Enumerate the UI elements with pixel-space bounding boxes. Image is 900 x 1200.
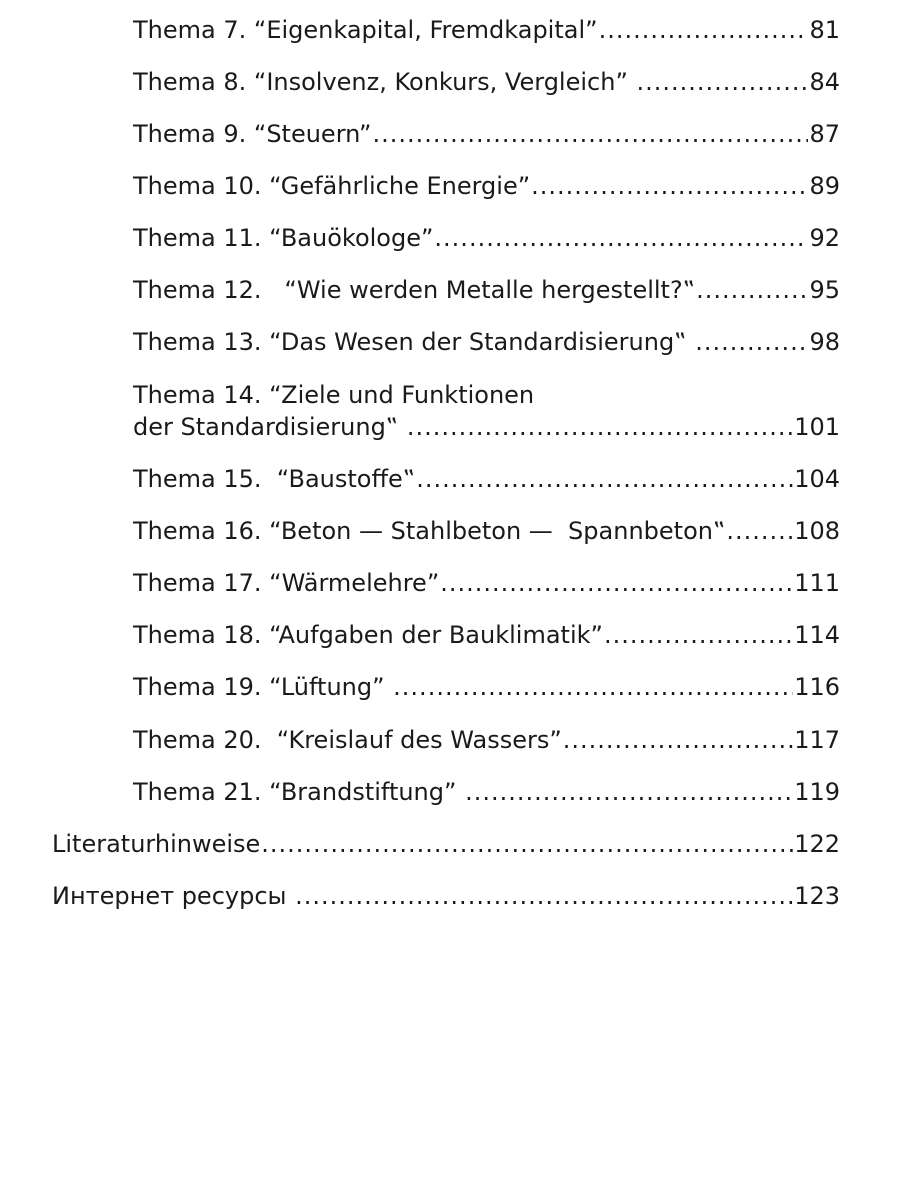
- toc-entry: [133, 776, 840, 808]
- toc-entry: [133, 118, 840, 150]
- toc-entry-page: 108: [794, 517, 840, 545]
- toc-entry-title: Thema 18. “Aufgaben der Bauklimatik”: [133, 621, 603, 649]
- toc-entry-page: 111: [794, 569, 840, 597]
- toc-entry: [133, 222, 840, 254]
- toc-entry: [133, 567, 840, 599]
- toc-entry-page: 116: [794, 673, 840, 701]
- toc-entry-title: Literaturhinweise: [52, 830, 261, 858]
- toc-entry-page: 114: [794, 621, 840, 649]
- toc-entry: [133, 66, 840, 98]
- toc-entry-page: 95: [809, 276, 840, 304]
- toc-entry-page: 92: [809, 224, 840, 252]
- toc-entry-page: 98: [809, 328, 840, 356]
- toc-entry-title: Thema 16. “Beton — Stahlbeton — Spannbeton‟: [133, 517, 726, 545]
- dot-leader: [393, 671, 793, 703]
- dot-leader: [531, 170, 808, 202]
- dot-leader: [563, 724, 793, 756]
- toc-entry: [133, 515, 840, 547]
- toc-entry-page: 84: [809, 68, 840, 96]
- dot-leader: [465, 776, 793, 808]
- toc-entry-title: Thema 17. “Wärmelehre”: [133, 569, 440, 597]
- dot-leader: [696, 274, 808, 306]
- dot-leader: [295, 880, 793, 912]
- toc-entry: [133, 619, 840, 651]
- dot-leader: [726, 515, 793, 547]
- toc-entry-title: Thema 12. “Wie werden Metalle hergestellt?‟: [133, 276, 696, 304]
- toc-entry: [133, 724, 840, 756]
- dot-leader: [695, 326, 808, 358]
- toc-entry-title: Thema 11. “Bauökologe”: [133, 224, 434, 252]
- toc-entry-title: Thema 21. “Brandstiftung”: [133, 778, 465, 806]
- toc-entry-page: 117: [794, 726, 840, 754]
- toc-entry-multiline: [133, 379, 840, 443]
- toc-entry: [133, 326, 840, 358]
- dot-leader: [434, 222, 808, 254]
- toc-entry: [133, 274, 840, 306]
- dot-leader: [440, 567, 793, 599]
- toc-entry-page: 104: [794, 465, 840, 493]
- dot-leader: [599, 14, 809, 46]
- toc-entry: [133, 170, 840, 202]
- toc-entry-title: Thema 20. “Kreislauf des Wassers”: [133, 726, 562, 754]
- dot-leader: [407, 411, 793, 443]
- dot-leader: [372, 118, 808, 150]
- dot-leader: [604, 619, 793, 651]
- toc-entry-title: Thema 15. “Baustoffe‟: [133, 465, 416, 493]
- dot-leader: [637, 66, 809, 98]
- toc-entry-page: 123: [794, 882, 840, 910]
- toc-entry-title: Интернет ресурсы: [52, 882, 295, 910]
- toc-entry-title: Thema 19. “Lüftung”: [133, 673, 393, 701]
- toc-entry-page: 89: [809, 172, 840, 200]
- toc-entry: [133, 671, 840, 703]
- toc-entry-page: 122: [794, 830, 840, 858]
- toc-entry: [52, 828, 840, 860]
- toc-entry-page: 87: [809, 120, 840, 148]
- toc-entry-page: 101: [794, 413, 840, 441]
- toc-entry: [52, 880, 840, 912]
- toc-entry: [133, 463, 840, 495]
- toc-entry-title: Thema 8. “Insolvenz, Konkurs, Vergleich”: [133, 68, 636, 96]
- toc-entry-title: Thema 7. “Eigenkapital, Fremdkapital”: [133, 16, 598, 44]
- toc-entry-title: Thema 9. “Steuern”: [133, 120, 372, 148]
- toc-entry-title: Thema 10. “Gefährliche Energie”: [133, 172, 531, 200]
- toc-entry: [133, 14, 840, 46]
- toc-entry-page: 81: [809, 16, 840, 44]
- toc-entry-title-line1: Thema 14. “Ziele und Funktionen: [133, 381, 535, 409]
- dot-leader: [261, 828, 793, 860]
- toc-entry-page: 119: [794, 778, 840, 806]
- toc-entry-title: Thema 13. “Das Wesen der Standardisierung‟: [133, 328, 695, 356]
- toc-entry-title: der Standardisierung‟: [133, 413, 406, 441]
- dot-leader: [416, 463, 793, 495]
